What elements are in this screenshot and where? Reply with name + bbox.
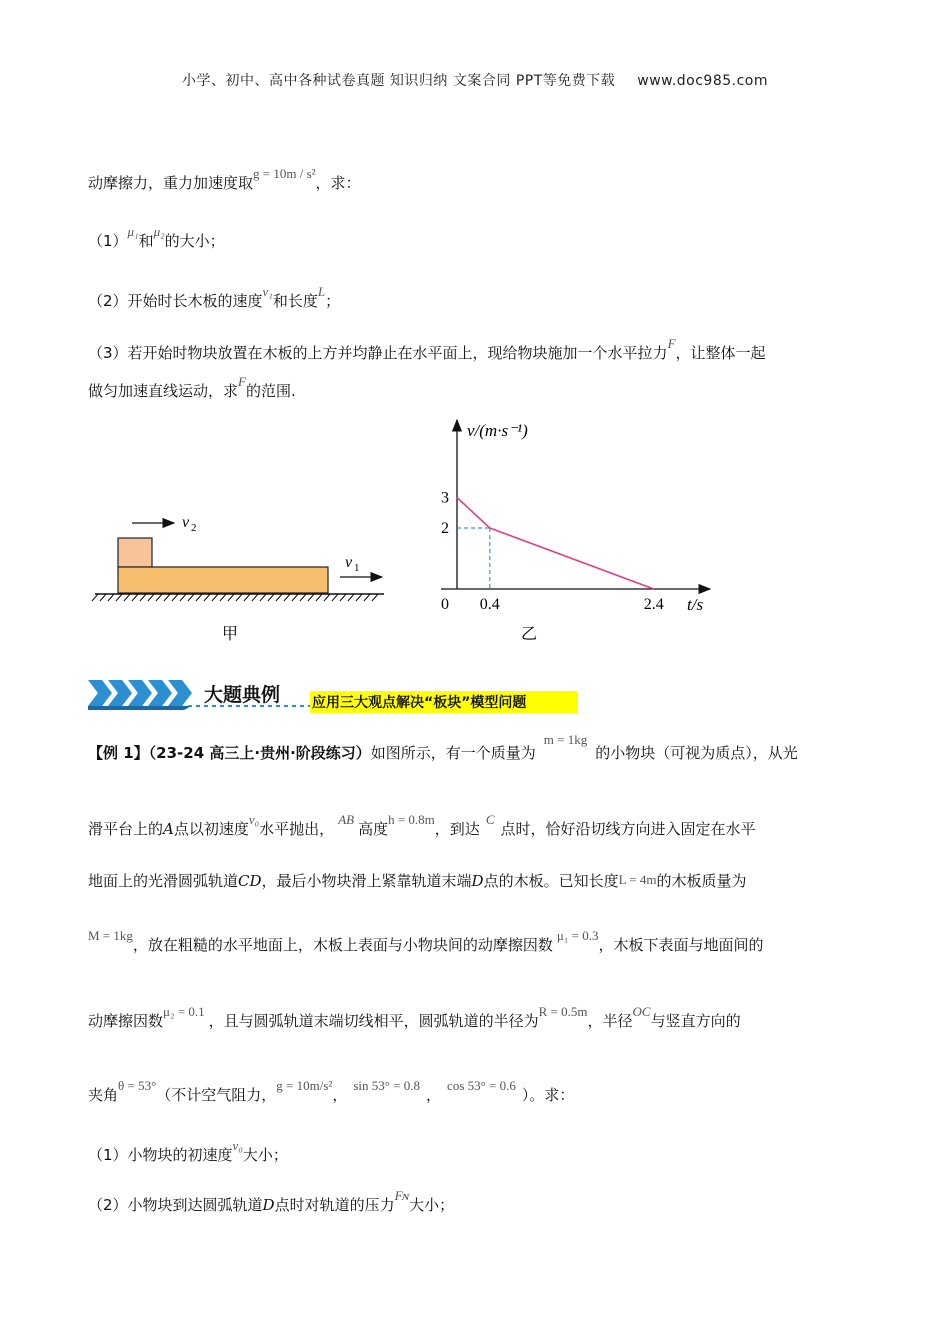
x-axis-label: t/s bbox=[687, 595, 704, 614]
banner-title: 大题典例 bbox=[204, 684, 281, 706]
example-line-6: 夹角θ = 53°（不计空气阻力，g = 10m/s²，sin 53° = 0.8，cos 53° = 0.6）。求： bbox=[88, 1078, 575, 1104]
prev-question-3: （3）若开始时物块放置在木板的上方并均静止在水平面上，现给物块施加一个水平拉力F，让整体一起 bbox=[88, 336, 766, 362]
caption-jia: 甲 bbox=[221, 624, 239, 643]
example-question-2: （2）小物块到达圆弧轨道D点时对轨道的压力Fɴ大小； bbox=[88, 1188, 455, 1214]
example-line-3: 地面上的光滑圆弧轨道CD，最后小物块滑上紧靠轨道末端D点的木板。已知长度L = 4m的木板质量为 bbox=[88, 872, 747, 890]
v2-sub: 2 bbox=[191, 522, 197, 534]
example-tag: 【例 1】 bbox=[88, 744, 149, 762]
y-axis-label: v/(m·s⁻¹) bbox=[467, 421, 528, 440]
small-block bbox=[118, 538, 152, 567]
example-line-5: 动摩擦因数μ₂ = 0.1，且与圆弧轨道末端切线相平，圆弧轨道的半径为R = 0.5m，半径OC与竖直方向的 bbox=[88, 1004, 741, 1030]
chevron-icon bbox=[88, 680, 192, 706]
header-text: 小学、初中、高中各种试卷真题 知识归纳 文案合同 PPT等免费下载 bbox=[181, 73, 616, 89]
example-line-1: 【例 1】（23-24 高三上·贵州·阶段练习）如图所示，有一个质量为m = 1kg的小物块（可视为质点），从光 bbox=[88, 732, 798, 762]
series-segment-1 bbox=[457, 498, 490, 529]
y-tick-label: 3 bbox=[441, 489, 449, 507]
ground-hatching bbox=[92, 594, 378, 601]
figure-vt-chart bbox=[425, 412, 725, 647]
prev-question-3-cont: 做匀加速直线运动，求F的范围. bbox=[88, 374, 296, 400]
prev-line-1: 动摩擦力，重力加速度取g = 10m / s²，求： bbox=[88, 166, 361, 192]
banner-subtitle: 应用三大观点解决“板块”模型问题 bbox=[312, 695, 527, 711]
formula-g: g = 10m / s² bbox=[253, 166, 316, 181]
example-source: （23-24 高三上·贵州·阶段练习） bbox=[148, 744, 371, 762]
page-header bbox=[0, 70, 950, 90]
x-tick-label: 0.4 bbox=[479, 596, 500, 613]
section-banner bbox=[88, 676, 588, 716]
figure-block-board bbox=[90, 505, 390, 650]
series-segment-2 bbox=[490, 528, 654, 589]
header-site[interactable]: www.doc985.com bbox=[637, 73, 769, 89]
example-line-4: M = 1kg，放在粗糙的水平地面上，木板上表面与小物块间的动摩擦因数μ₁ = 0.3，木板下表面与地面间的 bbox=[88, 928, 764, 954]
x-tick-label: 0 bbox=[441, 596, 449, 613]
v1-label: v bbox=[345, 554, 353, 571]
v2-label: v bbox=[182, 514, 190, 531]
example-line-2: 滑平台上的A点以初速度v₀水平抛出，AB高度h = 0.8m，到达C点时，恰好沿切线方向进入固定在水平 bbox=[88, 812, 756, 838]
caption-yi: 乙 bbox=[520, 624, 538, 643]
y-tick-label: 2 bbox=[441, 520, 449, 537]
v1-sub: 1 bbox=[354, 562, 360, 574]
prev-question-2: （2）开始时长木板的速度v₁和长度L； bbox=[88, 284, 341, 310]
prev-question-1: （1）μ₁和μ₂的大小； bbox=[88, 224, 225, 250]
x-tick-label: 2.4 bbox=[643, 596, 664, 613]
example-question-1: （1）小物块的初速度v₀大小； bbox=[88, 1138, 288, 1164]
long-board bbox=[118, 567, 328, 593]
